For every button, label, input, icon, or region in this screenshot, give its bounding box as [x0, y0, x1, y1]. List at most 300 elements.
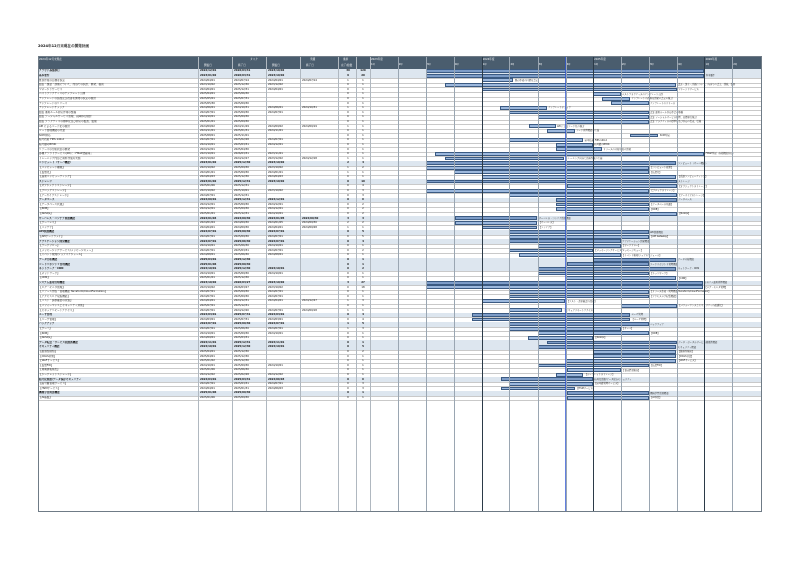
actual-start: 2024/07/01	[268, 382, 283, 386]
gantt-bar-label: コード管理機能の実装	[576, 129, 600, 133]
done-count: 0	[347, 317, 349, 321]
done-count: 1	[347, 106, 349, 110]
gantt-bar-label: 暗号鍵のBYOK	[594, 143, 610, 147]
gantt-bar-label: 基本要件	[705, 74, 715, 78]
done-count: 0	[347, 115, 349, 119]
done-count: 9	[347, 73, 349, 77]
gantt-bar-label: 【コンテナ】	[538, 225, 553, 229]
task-name: マネージドサービス	[39, 87, 63, 91]
done-count: 2	[347, 161, 349, 165]
plan-end: 2025/12/31	[234, 340, 251, 344]
actual-start: 2024/12/01	[268, 142, 283, 146]
task-name: 【コンテナ】	[39, 225, 55, 229]
done-count: 0	[347, 244, 349, 248]
task-name: ネットワーク・CDN	[39, 267, 64, 271]
actual-start: 2024/07/01	[268, 290, 283, 294]
total-count: 1	[362, 331, 364, 335]
total-count: 4	[362, 239, 364, 243]
task-name: 各種クラウドサービスのIDに「FMAP登録等」	[39, 152, 93, 156]
done-count: 0	[347, 253, 349, 257]
actual-start: 2024/12/01	[268, 202, 283, 206]
done-count: 0	[347, 349, 349, 353]
gantt-bar	[593, 354, 676, 358]
quarter-label: 1Q	[371, 63, 375, 66]
total-count: 1	[362, 156, 364, 160]
header-start-date: 開始日	[204, 64, 212, 67]
year-label: 2024年度	[482, 58, 495, 61]
quarter-gridline	[732, 56, 733, 512]
plan-start: 2024/06/01	[200, 106, 215, 110]
plan-start: 2024/07/01	[200, 294, 215, 298]
task-name: セキュリティ機能	[39, 345, 60, 349]
plan-start: 2023/10/02	[200, 83, 215, 87]
total-count: 5	[362, 345, 364, 349]
plan-end: 2025/09/30	[234, 207, 249, 211]
plan-end: 2024/10/31	[234, 106, 249, 110]
gantt-bar-label: バックアップ	[650, 322, 664, 326]
gantt-bar-label: データ分析機能	[677, 258, 694, 262]
actual-start: 2024/07/01	[268, 322, 285, 326]
plan-start: 2024/10/01	[200, 244, 215, 248]
header-tasks-label: タスク	[250, 58, 258, 61]
total-count: 5	[362, 230, 364, 234]
done-count: 0	[347, 129, 349, 133]
plan-start: 2024/07/01	[200, 326, 215, 330]
total-count: 1	[362, 119, 364, 123]
gantt-bar	[593, 258, 676, 262]
task-name: 【アクセスログ収集機能】	[39, 294, 71, 298]
plan-end: 2025/07/31	[234, 96, 249, 100]
total-count: 1	[362, 257, 364, 261]
gantt-bar-label: 認証・課金・評価について、内容での設計、開発、提供	[677, 83, 736, 87]
quarter-label: 3Q	[649, 63, 654, 66]
done-count: 0	[347, 198, 349, 202]
plan-start: 2025/04/01	[200, 257, 217, 261]
task-name: データ転送・サービス間連携機能	[39, 340, 78, 344]
done-count: 0	[347, 294, 349, 298]
gantt-bar-label: API関連機能	[650, 230, 663, 234]
plan-end: 2024/07/14	[234, 78, 249, 82]
task-name: 【HSMサービス】	[39, 386, 61, 390]
done-count: 0	[347, 303, 349, 307]
header-actual-start: 開始日	[272, 64, 280, 67]
gantt-bar	[509, 322, 648, 326]
total-count: 2	[362, 248, 364, 252]
total-count: 4	[362, 313, 364, 317]
plan-end: 2025/06/30	[234, 239, 251, 243]
actual-start: 2023/12/02	[268, 83, 283, 87]
gantt-bar	[556, 373, 583, 377]
plan-end: 2025/06/30	[234, 244, 249, 248]
total-count: 1	[362, 92, 364, 96]
total-count: 3	[362, 382, 364, 386]
gantt-bar-label: サーバレス・コンテナ関連機能	[538, 216, 571, 220]
actual-end: 2024/09/19	[302, 124, 317, 128]
gantt-bar	[630, 134, 658, 138]
total-count: 1	[362, 363, 364, 367]
plan-end: 2025/06/30	[234, 253, 249, 257]
done-count: 0	[347, 179, 349, 183]
gantt-bar-label: 【API Gateway】	[650, 235, 670, 239]
gantt-bar	[509, 249, 592, 253]
done-count: 0	[347, 234, 349, 238]
quarter-label: 4Q	[566, 63, 571, 66]
task-name: テンプレートのリリース	[39, 101, 68, 105]
actual-start: 2024/10/01	[268, 267, 285, 271]
plan-end: 2025/12/30	[234, 83, 249, 87]
actual-start: 2024/10/01	[268, 244, 283, 248]
plan-end: 2025/12/30	[234, 276, 249, 280]
plan-start: 2024/09/02	[200, 124, 215, 128]
done-count: 0	[347, 336, 349, 340]
done-count: 1	[347, 308, 349, 312]
gantt-bar-label: 機械学習関連機能	[650, 391, 669, 395]
gantt-bar	[567, 184, 677, 188]
gantt-bar-label: 【DDoS対策】	[677, 354, 694, 358]
done-count: 0	[347, 202, 349, 206]
plan-start: 2024/12/01	[200, 207, 215, 211]
done-count: 0	[347, 142, 349, 146]
plan-end: 2025/09/30	[234, 363, 249, 367]
plan-end: 2026/03/31	[234, 73, 251, 77]
quarter-label: 4Q	[677, 63, 682, 66]
gantt-bar-label: 【AI基盤】	[650, 396, 662, 400]
gantt-bar	[509, 290, 648, 294]
plan-start: 2025/04/01	[200, 349, 215, 353]
gantt-bar-label: 【RDB】	[650, 207, 660, 211]
task-name: 【APIゲートウェイ】	[39, 234, 64, 238]
plan-start: 2024/07/01	[200, 234, 215, 238]
gantt-bar	[593, 350, 676, 354]
task-name: 【脆弱性検知】	[39, 349, 58, 353]
task-name: 【RDB】	[39, 207, 50, 211]
plan-end: 2025/12/31	[234, 303, 249, 307]
quarter-gridline	[509, 56, 510, 512]
page-title: 2024年12月末現在の開発計画	[38, 44, 89, 48]
plan-start: 2023/10/02	[200, 165, 215, 169]
task-name: 【ワークフロー】	[39, 244, 60, 248]
task-name: 【WAFサービス】	[39, 359, 61, 363]
plan-end: 2025/07/31	[234, 317, 249, 321]
total-count: 4	[362, 161, 364, 165]
done-count: 0	[347, 313, 349, 317]
plan-start: 2024/10/01	[200, 345, 217, 349]
gantt-bar-label: 【ブロックストレージ】	[650, 189, 676, 193]
total-count: 1	[362, 340, 364, 344]
gantt-bar	[602, 97, 630, 101]
plan-end: 2025/11/01	[234, 133, 249, 137]
total-count: 1	[362, 372, 364, 376]
done-count: 0	[347, 386, 349, 390]
task-name: 認証 運用ルール対応作業の整備	[39, 110, 77, 114]
task-name: アプリケーション開発機能	[39, 239, 70, 243]
plan-start: 2024/07/01	[200, 230, 217, 234]
actual-start: 2024/04/01	[268, 87, 283, 91]
task-name: サーバレス・コンテナ関連機能	[39, 216, 76, 220]
gantt-bar-label: データベース	[678, 198, 692, 202]
actual-start: 2024/04/01	[268, 225, 283, 229]
done-count: 0	[347, 207, 349, 211]
total-count: 1	[362, 110, 364, 114]
actual-start: 2024/01/05	[268, 221, 283, 225]
gantt-bar	[567, 396, 648, 400]
plan-end: 2025/06/30	[234, 368, 249, 372]
gantt-bar-label: 【暗号鍵管理サービス】	[594, 382, 620, 386]
task-name: 【ログ・モニタ管理】	[39, 285, 65, 289]
gantt-bar-label: 認証 運用ルール対応作業の整備	[650, 110, 683, 114]
plan-end: 2025/09/30	[234, 294, 249, 298]
total-count: 1	[362, 308, 364, 312]
plan-end: 2026/03/27	[234, 285, 249, 289]
gantt-bar-label: 【NoSQL】	[594, 336, 607, 340]
total-count: 2	[362, 207, 364, 211]
done-count: 0	[347, 193, 349, 197]
gantt-bar-label: システム運用管理機能	[704, 281, 728, 285]
task-name: 【パフォーマンスとセキュリティ対策】	[39, 303, 86, 307]
plan-start: 2025/04/01	[200, 92, 215, 96]
plan-end: 2025/09/30	[234, 115, 249, 119]
gantt-bar-label: 【ネットワーク】	[650, 271, 669, 275]
quarter-label: 1Q	[705, 63, 710, 66]
total-count: 1	[362, 83, 364, 87]
gantt-bar	[472, 313, 630, 317]
plan-end: 2025/09/30	[234, 110, 249, 114]
plan-start: 2024/09/01	[200, 198, 217, 202]
done-count: 2	[347, 221, 349, 225]
plan-end: 2025/12/31	[234, 193, 249, 197]
actual-end: 2024/12/27	[302, 299, 317, 303]
table-header	[38, 56, 762, 69]
gantt-bar-label: 【HSMサービス】	[576, 386, 596, 390]
task-row	[38, 396, 762, 402]
gantt-bar	[509, 230, 648, 234]
plan-end: 2026/03/27	[234, 280, 251, 284]
total-count: 6	[362, 198, 364, 202]
done-count: 0	[347, 147, 349, 151]
plan-end: 2025/03/31	[234, 248, 249, 252]
actual-start: 2024/12/01	[268, 207, 283, 211]
actual-start: 2023/10/02	[268, 179, 285, 183]
plan-start: 2025/01/06	[200, 395, 215, 399]
quarter-gridline	[398, 56, 399, 512]
quarter-gridline	[649, 56, 650, 512]
done-count: 3	[347, 280, 349, 284]
actual-start: 2024/07/01	[268, 308, 283, 312]
gantt-bar	[500, 106, 546, 110]
plan-end: 2024/09/30	[234, 216, 251, 220]
task-name: 認証 ソーシャルサービス管理、以降移行検討	[39, 115, 92, 119]
year-label: 2026年度	[705, 58, 718, 61]
task-name: 【ネットワーク】	[39, 271, 60, 275]
gantt-bar-label: マネージドサービス	[678, 87, 699, 91]
header-end-date: 終了日	[238, 64, 246, 67]
quarter-label: 4Q	[454, 63, 459, 66]
gantt-bar-label: 暗号技術 FIPS 140-2	[584, 138, 607, 142]
total-count: 1	[362, 391, 364, 395]
plan-start: 2025/01/02	[200, 359, 215, 363]
total-count: 1	[362, 253, 364, 257]
plan-start: 2024/12/01	[200, 147, 215, 151]
plan-start: 2024/07/01	[200, 193, 215, 197]
quarter-label: 1Q	[482, 63, 487, 66]
plan-end: 2025/12/30	[234, 257, 251, 261]
done-count: 0	[347, 211, 349, 215]
task-name: 認証 プラクティスの標準化及び対応の監査、監視	[39, 119, 97, 123]
plan-start: 2025/01/01	[200, 119, 215, 123]
gantt-bar-label: SCIM対応	[659, 133, 671, 137]
task-name: 【NoSQL】	[39, 211, 53, 215]
done-count: 0	[347, 184, 349, 188]
done-count: 0	[347, 262, 349, 266]
plan-end: 2025/03/31	[234, 336, 249, 340]
header-progress-sub: 完了/総数	[341, 64, 353, 67]
done-count: 0	[347, 230, 349, 234]
done-count: 1	[347, 299, 349, 303]
gantt-bar-label: 【サーバ】	[622, 327, 634, 331]
gantt-bar-label: 【ログ・モニタ管理】	[704, 285, 728, 289]
quarter-label: 2Q	[733, 63, 737, 66]
done-count: 39	[346, 69, 350, 73]
plan-start: 2024/10/01	[200, 142, 215, 146]
gantt-bar-label: 【コスト・請求確認の改善】	[566, 299, 597, 303]
gantt-bar-label: コードリポジトリ管理機能	[650, 262, 678, 266]
quarter-label: 2Q	[621, 63, 626, 66]
gantt-bar-label: ベストプラクティスのテンプレート公開	[622, 92, 663, 96]
gantt-bar	[556, 203, 648, 207]
total-count: 2	[362, 349, 364, 353]
done-count: 0	[347, 363, 349, 367]
header-section-label: 2024年12月末現在	[39, 58, 62, 61]
total-count: 1	[362, 244, 364, 248]
gantt-bar-label: 認証 ソーシャルサービス管理、以降移行検討	[650, 115, 697, 119]
plan-start: 2024/03/01	[200, 313, 217, 317]
done-count: 1	[347, 124, 349, 128]
total-count: 4	[362, 184, 364, 188]
gantt-bar-label: 【NoSQL】	[678, 212, 691, 216]
task-name: 【オブジェクトストレージ】	[39, 184, 73, 188]
plan-start: 2025/01/06	[200, 368, 215, 372]
gantt-bar-label: 【コンピュート種類】	[650, 166, 674, 170]
year-gridline	[593, 56, 594, 512]
total-count: 120	[360, 69, 366, 73]
quarter-label: 2Q	[510, 63, 515, 66]
total-count: 18	[361, 285, 365, 289]
done-count: 0	[347, 138, 349, 142]
total-count: 1	[362, 294, 364, 298]
task-name: 機械学習関連機能	[39, 391, 60, 395]
task-name: 【コンピュート種類】	[39, 165, 65, 169]
plan-start: 2023/01/02	[200, 73, 217, 77]
gantt-bar	[472, 318, 630, 322]
total-count: 1	[362, 101, 364, 105]
gantt-bar-label: API によるコード化の検討	[557, 124, 585, 128]
done-count: 0	[347, 87, 349, 91]
plan-end: 2025/09/30	[234, 170, 249, 174]
gantt-bar-label: 暗号化関連/データ保存セキュリティ	[594, 377, 632, 381]
plan-start: 2024/10/01	[200, 331, 215, 335]
plan-end: 2025/09/30	[234, 331, 249, 335]
task-name: 【仮想化】	[39, 170, 52, 174]
gantt-bar	[482, 299, 566, 303]
plan-start: 2025/04/01	[200, 354, 215, 358]
plan-end: 2024/12/31	[234, 299, 249, 303]
plan-end: 2024/09/30	[234, 221, 249, 225]
gantt-bar-label: 【アーカイブストレージ】	[678, 193, 706, 197]
plan-start: 2024/10/01	[200, 267, 217, 271]
plan-start: 2024/03/01	[200, 317, 215, 321]
plan-start: 2024/07/01	[200, 308, 215, 312]
header-actual-label: 実績	[310, 58, 316, 61]
total-count: 1	[362, 87, 364, 91]
plan-start: 2023/10/02	[200, 285, 215, 289]
done-count: 1	[347, 165, 349, 169]
done-count: 0	[347, 188, 349, 192]
done-count: 0	[347, 354, 349, 358]
actual-end: 2024/09/30	[302, 216, 319, 220]
task-name: 【サーバ】	[39, 326, 52, 330]
total-count: 3	[362, 193, 364, 197]
actual-end: 2024/12/18	[302, 156, 317, 160]
plan-end: 2025/02/28	[234, 372, 249, 376]
task-name: 【仮想FW】	[39, 363, 54, 367]
task-name: テンプレートチェック	[39, 106, 65, 110]
done-count: 0	[347, 290, 349, 294]
done-count: 0	[347, 110, 349, 114]
actual-start: 2024/07/01	[268, 248, 283, 252]
header-actual-end: 終了日	[306, 64, 314, 67]
done-count: 1	[347, 78, 349, 82]
plan-start: 2024/10/01	[200, 115, 215, 119]
plan-end: 2025/01/31	[234, 129, 249, 133]
total-count: 1	[362, 276, 364, 280]
plan-end: 2025/06/30	[234, 326, 249, 330]
task-name: 【CDN】	[39, 276, 50, 280]
plan-start: 2024/08/01	[200, 253, 215, 257]
plan-start: 2024/04/01	[200, 377, 217, 381]
plan-end: 2025/12/30	[234, 345, 251, 349]
year-label: 2023年度	[371, 58, 383, 61]
gantt-bar-label: 【イベント検知/ジョブスケジュール】	[622, 253, 662, 257]
plan-end: 2025/12/31	[234, 87, 249, 91]
plan-start: 2025/05/01	[200, 96, 215, 100]
total-count: 1	[362, 395, 364, 399]
plan-end: 2025/12/30	[234, 349, 249, 353]
task-name: SCIM対応	[39, 133, 51, 137]
total-count: 1	[362, 142, 364, 146]
task-name: 【アーカイブストレージ】	[39, 193, 70, 197]
done-count: 0	[347, 152, 349, 156]
done-count: 3	[347, 216, 349, 220]
gantt-bar-label: 【サーバレス】	[538, 221, 555, 225]
done-count: 0	[347, 271, 349, 275]
actual-end: 2024/09/28	[302, 225, 317, 229]
task-name: コード管理機能の実装	[39, 129, 65, 133]
task-name: ユーザ管理	[39, 313, 52, 317]
plan-end: 2025/09/30	[234, 165, 249, 169]
task-name: 【RDB】	[39, 331, 50, 335]
actual-start: 2024/10/01	[268, 271, 283, 275]
plan-end: 2026/03/31	[234, 152, 249, 156]
actual-start: 2023/10/02	[268, 161, 285, 165]
quarter-label: 1Q	[594, 63, 598, 66]
done-count: 0	[347, 119, 349, 123]
done-count: 0	[347, 101, 349, 105]
gantt-bar-label: 既存作成の目標を設定	[514, 78, 538, 82]
gantt-bar-label: テンプレートチェック	[548, 106, 571, 110]
plan-start: 2025/01/06	[200, 391, 217, 395]
done-count: 1	[347, 326, 349, 330]
total-count: 2	[362, 165, 364, 169]
